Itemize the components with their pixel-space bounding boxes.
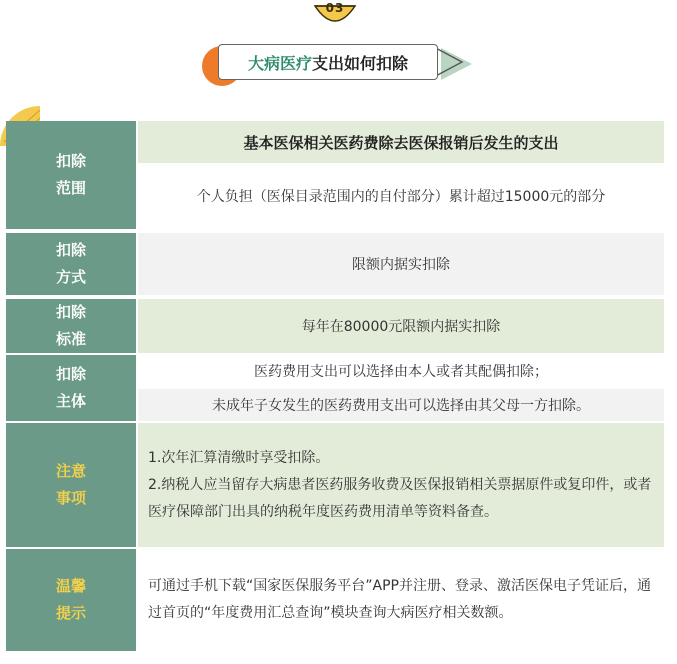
row-label: 扣除 范围 — [6, 121, 136, 229]
table-cell: 医药费用支出可以选择由本人或者其配偶扣除； — [138, 355, 664, 387]
section-title — [196, 40, 476, 90]
table-row — [6, 233, 664, 295]
section-number: 03 — [325, 1, 345, 15]
title-highlight: 大病医疗 — [247, 53, 312, 73]
row-label: 扣除 标准 — [6, 299, 136, 353]
table-cell — [138, 423, 664, 547]
row-label: 扣除 主体 — [6, 355, 136, 421]
title-box — [218, 44, 438, 80]
title-text: 支出如何扣除 — [312, 53, 409, 73]
row-label: 温馨 提示 — [6, 549, 136, 651]
note-item: 2.纳税人应当留存大病患者医药服务收费及医保报销相关票据原件或复印件，或者医疗保障部门出具的纳税年度医药费用清单等资料备查。 — [148, 476, 652, 520]
table-row — [6, 299, 664, 353]
table-cell: 基本医保相关医药费除去医保报销后发生的支出 — [138, 121, 664, 163]
row-label: 注意 事项 — [6, 423, 136, 547]
table-row — [6, 121, 664, 229]
table-cell: 未成年子女发生的医药费用支出可以选择由其父母一方扣除。 — [138, 389, 664, 421]
table-cell: 可通过手机下载“国家医保服务平台”APP并注册、登录、激活医保电子凭证后，通过首页的“年度费用汇总查询”模块查询大病医疗相关数额。 — [138, 549, 664, 651]
table-cell: 每年在80000元限额内据实扣除 — [138, 299, 664, 353]
table-row — [6, 355, 664, 421]
table-cell: 限额内据实扣除 — [138, 233, 664, 295]
note-item: 1.次年汇算清缴时享受扣除。 — [148, 449, 330, 466]
row-label: 扣除 方式 — [6, 233, 136, 295]
section-number-badge — [313, 0, 357, 30]
table-row — [6, 549, 664, 651]
table-cell: 个人负担（医保目录范围内的自付部分）累计超过15000元的部分 — [138, 165, 664, 229]
table-row — [6, 423, 664, 547]
